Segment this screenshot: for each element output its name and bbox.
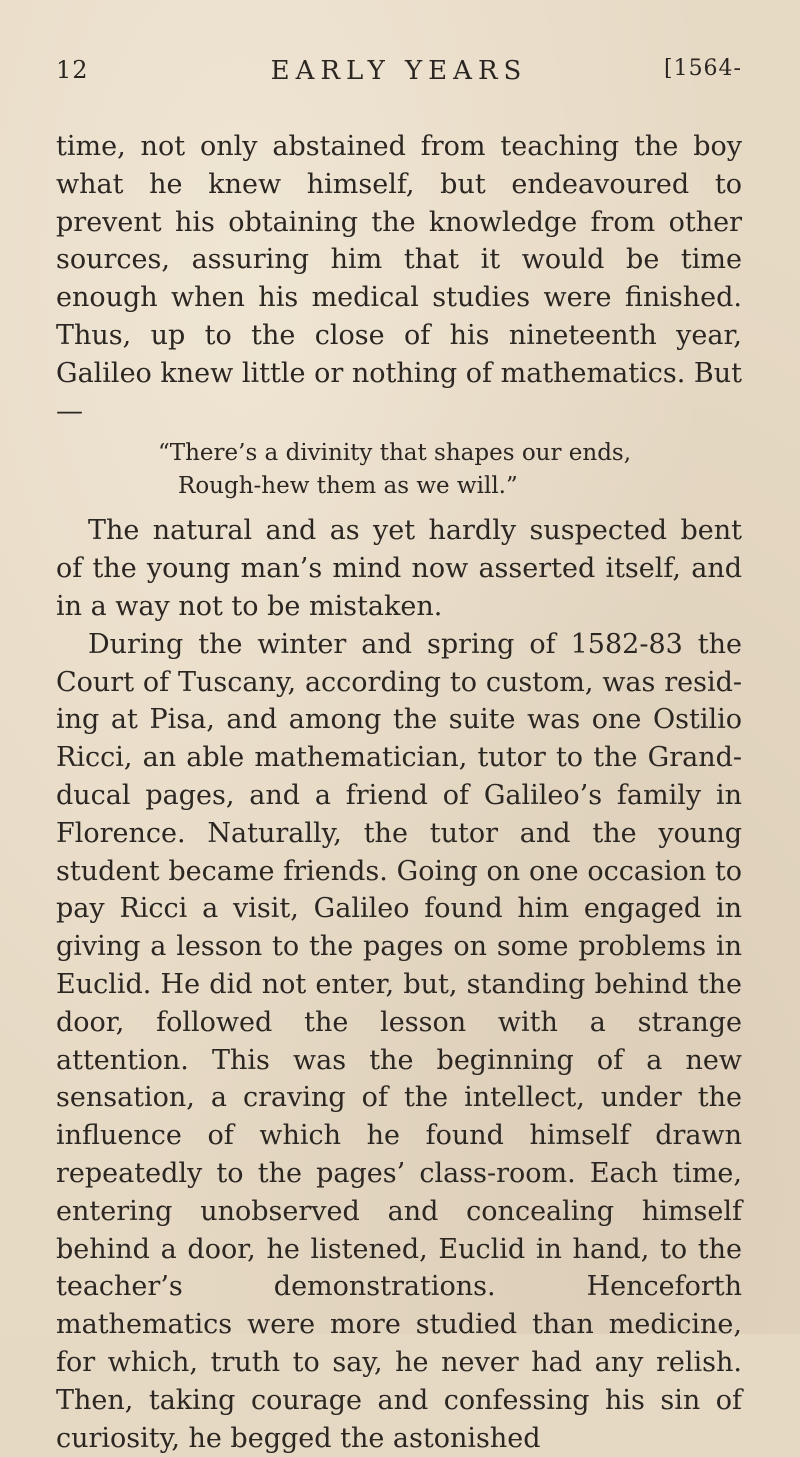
paragraph: time, not only abstained from teaching the boy what he knew himself, but endeavoured to prevent his obtaining the knowledge from other sources, assuring him that it would be time enough when his medical studies were finished. Thus, up to the close of his nineteenth year, Galileo knew little or nothing of mathematics. But—	[56, 131, 742, 427]
running-title: EARLY YEARS	[270, 56, 528, 86]
paragraph: During the winter and spring of 1582-83 the Court of Tuscany, according to custom, was resid-ing at Pisa, and among the suite was one Ostilio Ricci, an able mathematician, tutor to the Grand-ducal pages, and a friend of Galileo’s family in Florence. Naturally, the tutor and the young student became friends. Going on one occasion to pay Ricci a visit, Galileo found him engaged in giving a lesson to the pages on some problems in Euclid. He did not enter, but, standing behind the door, followed the lesson with a strange attention. This was the beginning of a new sensation, a craving of the intellect, under the influence of which he found himself drawn repeatedly to the pages’ class-room. Each time, entering unobserved and concealing himself behind a door, he listened, Euclid in hand, to the teacher’s demonstrations. Henceforth mathematics were more studied than medicine, for which, truth to say, he never had any relish. Then, taking courage and confessing his sin of curiosity, he begged the astonished	[56, 628, 742, 1454]
running-head	[56, 56, 742, 90]
date-range: [1564-	[663, 56, 742, 81]
paragraph: The natural and as yet hardly suspected bent of the young man’s mind now asserted itself, and in a way not to be mistaken.	[56, 515, 742, 622]
quote-line: “There’s a divinity that shapes our ends,	[158, 440, 632, 467]
quote-line: Rough-hew them as we will.”	[178, 473, 518, 500]
block-quote	[56, 437, 742, 503]
page-number: 12	[56, 56, 89, 84]
body-text	[56, 128, 742, 1457]
